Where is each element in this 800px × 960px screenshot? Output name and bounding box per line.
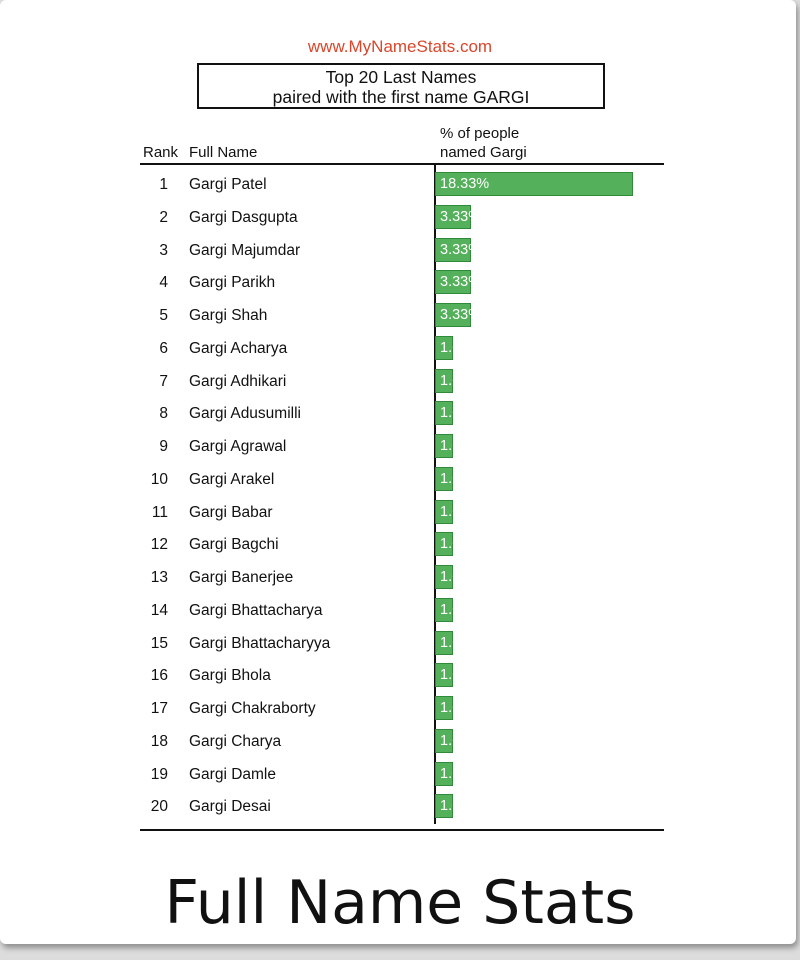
bar-value-label: 1.67% [440, 503, 482, 520]
table-row [0, 496, 800, 528]
title-line-1: Top 20 Last Names [325, 67, 477, 87]
bar-value-label: 3.33% [440, 208, 482, 225]
bar-value-label: 1.67% [440, 798, 482, 815]
bar-value-label: 3.33% [440, 307, 482, 323]
rank-label: 14 [150, 601, 168, 619]
bar [435, 303, 482, 327]
bar-value-label: 3.33% [440, 241, 482, 258]
bar-value-label: 1.67% [440, 339, 482, 356]
rank-label: 8 [159, 405, 168, 423]
bar-value-label: 1.67% [440, 700, 482, 716]
full-name-label: Gargi Desai [189, 798, 271, 816]
bar-value-label: 1.67% [440, 667, 482, 684]
bar-value-label: 1.67% [440, 405, 482, 422]
bar-value-label: 3.33% [440, 274, 482, 291]
bar-value-label: 1.67% [440, 438, 482, 454]
table-row [0, 168, 800, 200]
full-name-label: Gargi Babar [189, 503, 273, 521]
bar [435, 369, 482, 393]
footer-rule [140, 829, 664, 831]
bar [435, 565, 482, 589]
bar-value-label: 1.67% [440, 470, 482, 487]
bar [435, 663, 482, 687]
rank-label: 10 [150, 470, 168, 488]
bar [435, 434, 482, 458]
full-name-label: Gargi Charya [189, 732, 282, 750]
rank-label: 2 [159, 208, 168, 226]
full-name-label: Gargi Parikh [189, 274, 276, 292]
full-name-label: Gargi Adusumilli [189, 405, 301, 423]
bar [435, 729, 482, 753]
bar [435, 401, 482, 425]
table-row [0, 790, 800, 822]
table-row [0, 430, 800, 462]
full-name-header: Full Name [189, 144, 258, 161]
table-row [0, 561, 800, 593]
full-name-label: Gargi Bhattacharyya [189, 634, 331, 652]
table-row [0, 266, 800, 298]
table-row [0, 659, 800, 691]
full-name-label: Gargi Bhattacharya [189, 601, 323, 619]
table-row [0, 463, 800, 495]
rank-label: 7 [159, 372, 168, 390]
bar [435, 270, 482, 294]
bar-value-label: 1.67% [440, 536, 482, 553]
table-row [0, 234, 800, 266]
rank-label: 1 [159, 176, 168, 193]
bar-value-label: 1.67% [440, 372, 482, 389]
percent-header-line-1: % of people [440, 125, 520, 142]
bar [435, 500, 482, 524]
table-row [0, 365, 800, 397]
bar [435, 598, 482, 622]
header-rule [140, 163, 664, 165]
table-row [0, 594, 800, 626]
bar [435, 205, 482, 229]
bar [435, 336, 482, 360]
table-row [0, 758, 800, 790]
table-row [0, 725, 800, 757]
bar-value-label: 1.67% [440, 765, 482, 782]
percent-header [440, 124, 527, 162]
footer-brand: Full Name Stats [164, 868, 636, 938]
full-name-label: Gargi Arakel [189, 470, 275, 488]
full-name-label: Gargi Bhola [189, 667, 271, 685]
bar [435, 762, 482, 786]
rank-label: 16 [150, 667, 168, 685]
full-name-label: Gargi Agrawal [189, 438, 287, 455]
rank-label: 13 [150, 569, 168, 586]
rank-label: 20 [150, 798, 168, 816]
table-row [0, 201, 800, 233]
bar-value-label: 1.67% [440, 634, 482, 651]
table-row [0, 332, 800, 364]
rank-label: 9 [159, 438, 168, 455]
rank-label: 5 [159, 307, 168, 324]
bar [435, 794, 482, 818]
table-row [0, 627, 800, 659]
full-name-label: Gargi Chakraborty [189, 700, 316, 717]
bar [435, 467, 482, 491]
rank-label: 19 [150, 765, 168, 783]
bar [435, 238, 482, 262]
rank-label: 17 [150, 700, 168, 717]
full-name-label: Gargi Bagchi [189, 536, 279, 554]
rank-label: 18 [150, 732, 168, 750]
full-name-label: Gargi Dasgupta [189, 208, 298, 226]
rank-label: 6 [159, 339, 168, 357]
bar-value-label: 1.67% [440, 601, 482, 618]
rank-label: 3 [159, 241, 168, 259]
bar [435, 696, 482, 720]
full-name-label: Gargi Damle [189, 765, 276, 783]
site-url[interactable]: www.MyNameStats.com [307, 37, 493, 56]
bar-value-label: 1.67% [440, 732, 482, 749]
rank-label: 11 [151, 503, 168, 521]
rank-label: 4 [159, 274, 168, 292]
full-name-label: Gargi Banerjee [189, 569, 294, 586]
bar-value-label: 18.33% [440, 176, 490, 192]
table-row [0, 528, 800, 560]
rank-header: Rank [143, 144, 179, 161]
bar [435, 532, 482, 556]
rank-label: 12 [150, 536, 168, 554]
title-line-2: paired with the first name GARGI [272, 87, 530, 107]
table-row [0, 299, 800, 331]
full-name-label: Gargi Acharya [189, 339, 288, 357]
rank-label: 15 [150, 634, 168, 652]
bar-value-label: 1.67% [440, 569, 482, 585]
percent-header-line-2: named Gargi [440, 144, 527, 161]
bar [435, 172, 633, 196]
full-name-label: Gargi Adhikari [189, 372, 287, 390]
table-row [0, 692, 800, 724]
full-name-label: Gargi Shah [189, 307, 268, 324]
full-name-label: Gargi Majumdar [189, 241, 301, 259]
full-name-label: Gargi Patel [189, 176, 267, 193]
bar [435, 631, 482, 655]
table-row [0, 397, 800, 429]
chart-title [197, 63, 605, 109]
